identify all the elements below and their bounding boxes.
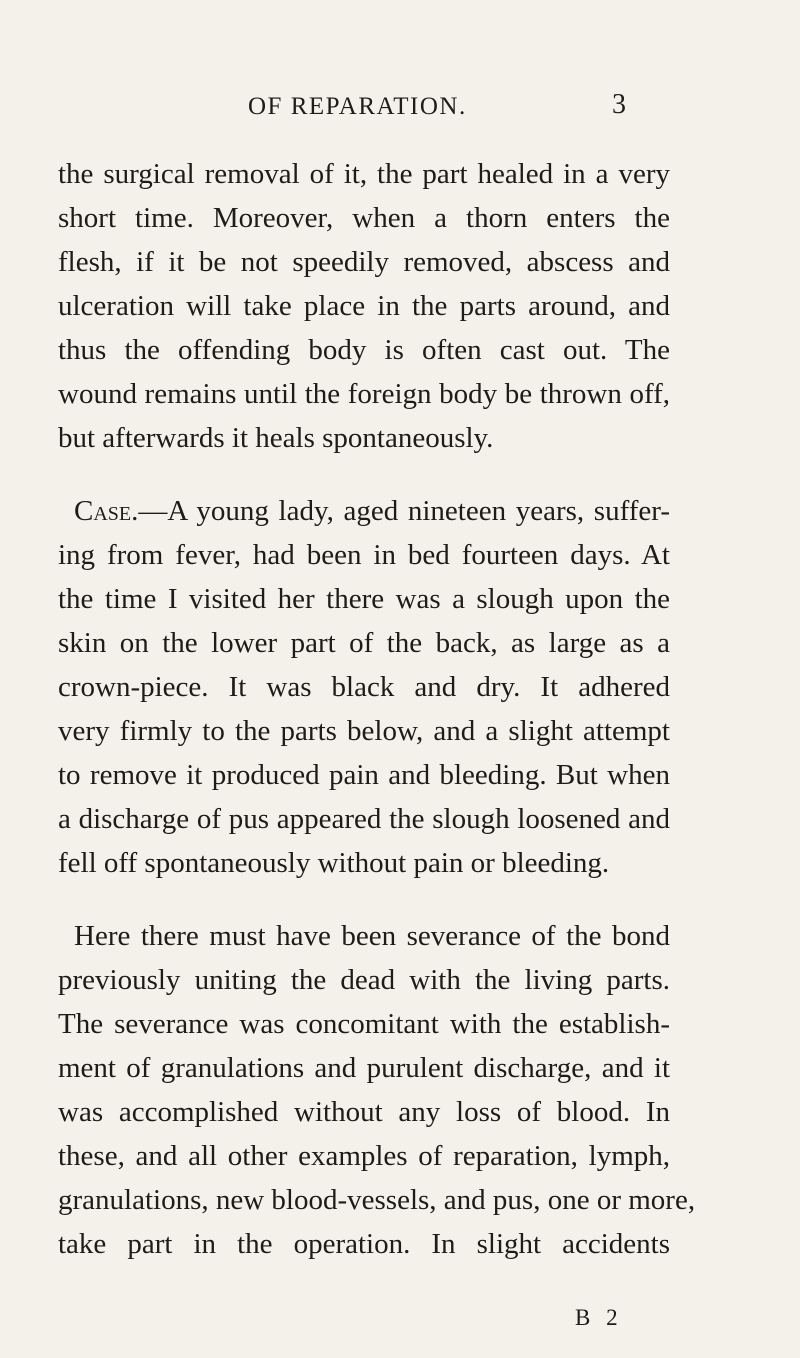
text-line: take part in the operation. In slight accidents (58, 1228, 670, 1260)
running-head (0, 89, 800, 133)
text-line: crown-piece. It was black and dry. It adhered (58, 671, 670, 703)
text-line: ulceration will take place in the parts around, and (58, 290, 670, 322)
text-line: the surgical removal of it, the part healed in a very (58, 158, 670, 190)
text-line: previously uniting the dead with the living parts. (58, 964, 670, 996)
page-number: 3 (612, 89, 626, 120)
text-line: was accomplished without any loss of blood. In (58, 1096, 670, 1128)
text-line: to remove it produced pain and bleeding. But when (58, 759, 670, 791)
signature-mark: B 2 (575, 1305, 623, 1330)
text-line: The severance was concomitant with the establish- (58, 1008, 670, 1040)
text-line: Here there must have been severance of the bond (74, 920, 670, 952)
case-first-line: —A young lady, aged nineteen years, suffer- (138, 495, 670, 527)
text-line: granulations, new blood-vessels, and pus, one or more, (58, 1184, 696, 1216)
text-line: flesh, if it be not speedily removed, abscess and (58, 246, 670, 278)
body-text (58, 152, 696, 1266)
case-heading: Case. (74, 495, 139, 527)
text-line: wound remains until the foreign body be thrown off, (58, 378, 670, 410)
text-line: these, and all other examples of reparation, lymph, (58, 1140, 670, 1172)
paragraph-case (58, 489, 670, 885)
text-line: very firmly to the parts below, and a slight attempt (58, 715, 670, 747)
paragraph-3 (58, 914, 696, 1266)
text-line (58, 489, 670, 533)
text-line: ing from fever, had been in bed fourteen days. At (58, 539, 670, 571)
text-line: the time I visited her there was a slough upon the (58, 583, 670, 615)
text-line: short time. Moreover, when a thorn enters the (58, 202, 670, 234)
text-line: a discharge of pus appeared the slough loosened and (58, 803, 670, 835)
text-line: ment of granulations and purulent discharge, and it (58, 1052, 670, 1084)
paragraph-1 (58, 152, 670, 460)
text-line: thus the offending body is often cast out. The (58, 334, 670, 366)
text-line: skin on the lower part of the back, as large as a (58, 627, 670, 659)
running-title: OF REPARATION. (248, 93, 467, 120)
text-line: fell off spontaneously without pain or bleeding. (58, 847, 610, 879)
text-line: but afterwards it heals spontaneously. (58, 422, 494, 454)
